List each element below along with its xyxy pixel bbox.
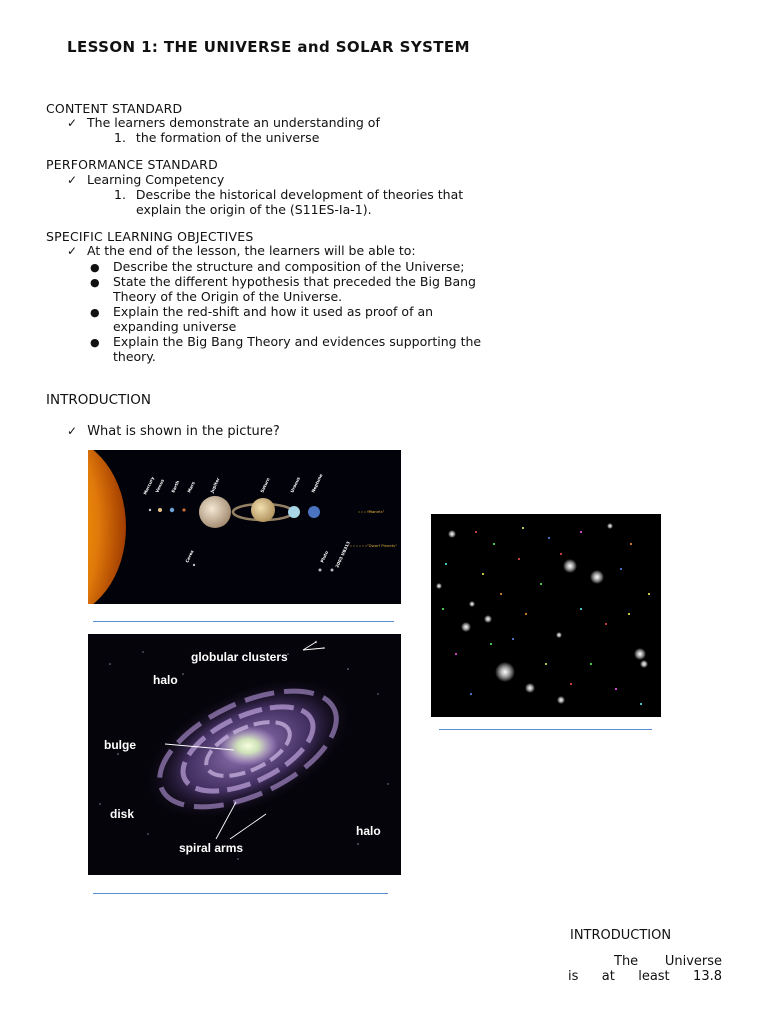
planet-label: Saturn — [259, 476, 271, 494]
planet-label: Neptune — [310, 473, 324, 494]
galaxy-label-spiral: spiral arms — [179, 841, 244, 855]
objective-bullet: ● Explain the Big Bang Theory and evidences supporting the — [90, 334, 482, 349]
introduction-heading-2: INTRODUCTION — [570, 928, 672, 943]
bullet-icon: ● — [90, 276, 100, 289]
planets-group-label: "Planets" — [367, 509, 385, 514]
solar-system-image — [88, 450, 401, 604]
objective-bullet-cont: expanding universe — [113, 319, 237, 334]
objective-bullet: ● State the different hypothesis that preceded the Big Bang — [90, 274, 476, 289]
performance-standard-subitem: 1. Describe the historical development of theories that — [114, 187, 464, 202]
planet-label: Earth — [170, 479, 181, 494]
performance-standard-item: ✓ Learning Competency — [67, 172, 225, 187]
star-field-graphic — [431, 514, 661, 717]
galaxy-graphic — [88, 634, 401, 875]
caption-line — [93, 621, 394, 622]
planet-label: Mercury — [142, 475, 156, 496]
introduction-heading: INTRODUCTION — [46, 392, 151, 408]
caption-line — [93, 893, 388, 894]
planet-label: Jupiter — [209, 476, 221, 494]
objective-bullet-cont: Theory of the Origin of the Universe. — [113, 289, 343, 304]
planet-label: Pluto — [319, 550, 330, 564]
performance-standard-heading: PERFORMANCE STANDARD — [46, 157, 218, 172]
check-icon: ✓ — [67, 424, 78, 438]
content-standard-subitem: 1. the formation of the universe — [114, 130, 320, 145]
galaxy-label-halo: halo — [356, 824, 381, 838]
body-text-line: The Universe — [614, 954, 722, 969]
bullet-icon: ● — [90, 261, 100, 274]
planet-label: 2003 UB313 — [334, 540, 351, 569]
check-icon: ✓ — [67, 116, 78, 130]
objectives-heading: SPECIFIC LEARNING OBJECTIVES — [46, 229, 254, 244]
galaxy-label-disk: disk — [110, 807, 135, 821]
objective-bullet-cont: theory. — [113, 349, 156, 364]
check-icon: ✓ — [67, 244, 78, 258]
page-title: LESSON 1: THE UNIVERSE and SOLAR SYSTEM — [67, 38, 470, 56]
introduction-question: ✓ What is shown in the picture? — [67, 424, 280, 439]
objective-bullet: ● Describe the structure and composition of the Universe; — [90, 259, 465, 274]
galaxy-label-bulge: bulge — [104, 738, 136, 752]
dwarf-planets-label: "Dwarf Planets" — [367, 543, 397, 548]
performance-standard-subitem-cont: explain the origin of the (S11ES-Ia-1). — [136, 202, 372, 217]
objectives-item: ✓ At the end of the lesson, the learners will be able to: — [67, 243, 416, 258]
galaxy-label-globular: globular clusters — [191, 650, 288, 664]
galaxy-label-halo: halo — [153, 673, 178, 687]
planet-label: Uranus — [289, 476, 301, 494]
galaxy-image — [88, 634, 401, 875]
planet-label: Ceres — [184, 549, 195, 564]
planet-label: Venus — [154, 478, 165, 494]
star-field-image — [431, 514, 661, 717]
bullet-icon: ● — [90, 336, 100, 349]
content-standard-heading: CONTENT STANDARD — [46, 101, 183, 116]
objective-bullet: ● Explain the red-shift and how it used as proof of an — [90, 304, 434, 319]
planet-label: Mars — [186, 480, 196, 494]
solar-system-graphic — [88, 450, 401, 604]
content-standard-item: ✓ The learners demonstrate an understanding of — [67, 115, 380, 130]
bullet-icon: ● — [90, 306, 100, 319]
caption-line — [439, 729, 652, 730]
check-icon: ✓ — [67, 173, 78, 187]
body-text-line: is at least 13.8 — [568, 969, 722, 984]
